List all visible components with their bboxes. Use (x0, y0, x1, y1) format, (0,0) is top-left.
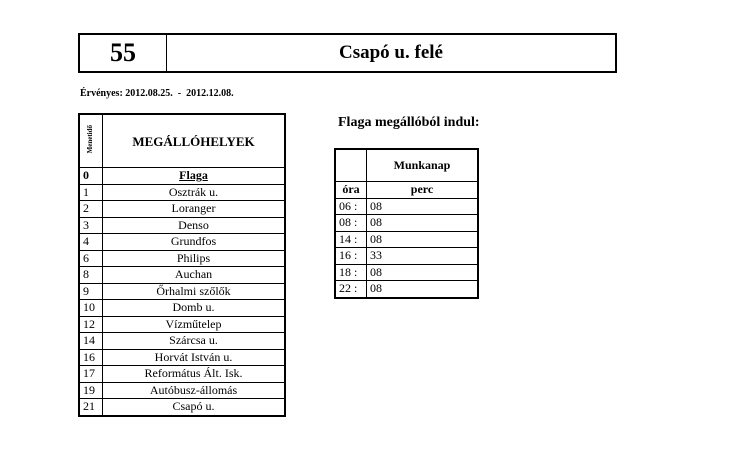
stop-name-cell (103, 201, 286, 218)
day-type-header: Munkanap (367, 149, 479, 182)
route-number: 55 (80, 35, 167, 71)
departure-hour: 08 : (335, 215, 367, 232)
stop-name: Flaga (179, 168, 208, 183)
departure-minute: 33 (367, 248, 479, 265)
stop-name: Vízműtelep (165, 316, 222, 331)
departure-minute: 08 (367, 281, 479, 298)
travel-time-cell: 14 (79, 333, 103, 350)
departure-row (335, 231, 478, 248)
stop-row (79, 382, 285, 399)
stop-row (79, 201, 285, 218)
stop-row (79, 283, 285, 300)
stop-name-cell (103, 168, 286, 185)
departures-title: Flaga megállóból indul: (338, 115, 480, 130)
stop-row (79, 333, 285, 350)
departure-minute: 08 (367, 198, 479, 215)
departure-row (335, 198, 478, 215)
stop-row (79, 168, 285, 185)
stop-name: Szárcsa u. (169, 333, 218, 348)
departure-row (335, 248, 478, 265)
stop-name: Osztrák u. (168, 184, 219, 199)
stop-row (79, 300, 285, 317)
stop-row (79, 316, 285, 333)
stop-name: Autóbusz-állomás (149, 382, 238, 397)
travel-time-cell: 21 (79, 399, 103, 416)
stop-name-cell (103, 250, 286, 267)
departure-minute: 08 (367, 231, 479, 248)
travel-time-cell: 12 (79, 316, 103, 333)
stop-row (79, 250, 285, 267)
stop-name-cell (103, 316, 286, 333)
stop-row (79, 217, 285, 234)
travel-time-header-label: Menetidő (86, 124, 94, 154)
travel-time-cell: 6 (79, 250, 103, 267)
departures-table (334, 148, 479, 299)
stops-table (78, 113, 286, 417)
travel-time-cell: 19 (79, 382, 103, 399)
stop-name: Horvát István u. (154, 349, 233, 364)
departure-row (335, 281, 478, 298)
stop-name: Grundfos (170, 234, 217, 249)
travel-time-cell: 10 (79, 300, 103, 317)
departure-minute: 08 (367, 215, 479, 232)
route-direction: Csapó u. felé (339, 42, 443, 63)
travel-time-cell: 3 (79, 217, 103, 234)
travel-time-cell: 1 (79, 184, 103, 201)
stop-name: Auchan (174, 267, 213, 282)
stop-row (79, 366, 285, 383)
stop-name-cell (103, 333, 286, 350)
hour-header: óra (335, 182, 367, 199)
stop-name-cell (103, 382, 286, 399)
departure-hour: 14 : (335, 231, 367, 248)
travel-time-cell: 9 (79, 283, 103, 300)
stop-row (79, 349, 285, 366)
stop-name: Loranger (171, 201, 216, 216)
stop-name-cell (103, 349, 286, 366)
departure-hour: 16 : (335, 248, 367, 265)
stop-name-cell (103, 283, 286, 300)
stop-name-cell (103, 217, 286, 234)
stop-name: Domb u. (172, 300, 215, 315)
blank-corner-cell (335, 149, 367, 182)
stop-name: Csapó u. (172, 399, 215, 414)
travel-time-cell: 8 (79, 267, 103, 284)
stops-header: MEGÁLLÓHELYEK (103, 114, 286, 168)
stop-name-cell (103, 399, 286, 416)
travel-time-cell: 2 (79, 201, 103, 218)
departure-row (335, 264, 478, 281)
stop-name-cell (103, 184, 286, 201)
travel-time-cell: 4 (79, 234, 103, 251)
stop-name: Philips (176, 250, 211, 265)
stop-name: Őrhalmi szőlők (156, 283, 231, 298)
stop-row (79, 184, 285, 201)
stop-name: Református Ált. Isk. (144, 366, 243, 381)
route-header (78, 33, 617, 73)
travel-time-cell: 17 (79, 366, 103, 383)
stop-name-cell (103, 300, 286, 317)
departure-hour: 22 : (335, 281, 367, 298)
departure-hour: 18 : (335, 264, 367, 281)
departure-row (335, 215, 478, 232)
travel-time-cell: 0 (79, 168, 103, 185)
stop-name: Denso (178, 217, 209, 232)
departure-hour: 06 : (335, 198, 367, 215)
validity-period: Érvényes: 2012.08.25. - 2012.12.08. (80, 88, 234, 99)
travel-time-header (79, 114, 103, 168)
stop-name-cell (103, 366, 286, 383)
stop-row (79, 399, 285, 416)
stop-row (79, 267, 285, 284)
stop-name-cell (103, 267, 286, 284)
minute-header: perc (367, 182, 479, 199)
stop-name-cell (103, 234, 286, 251)
stop-row (79, 234, 285, 251)
travel-time-cell: 16 (79, 349, 103, 366)
departure-minute: 08 (367, 264, 479, 281)
